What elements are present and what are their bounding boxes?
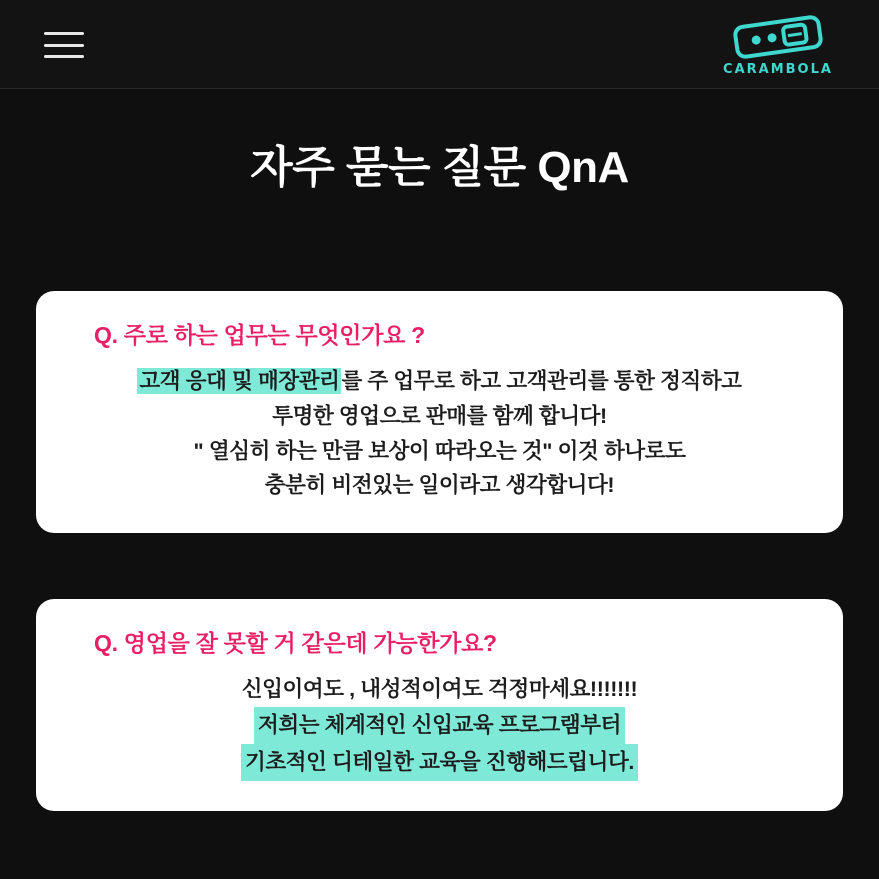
hamburger-bar — [44, 32, 84, 35]
faq-answer-line — [64, 672, 815, 707]
hamburger-bar — [44, 55, 84, 58]
faq-card[interactable] — [36, 291, 843, 533]
hamburger-bar — [44, 44, 84, 47]
highlighted-text: 저희는 체계적인 신입교육 프로그램부터 — [254, 707, 625, 744]
answer-text: 신입이여도 , 내성적이여도 걱정마세요!!!!!!! — [241, 677, 638, 702]
brand-logo[interactable] — [715, 14, 841, 84]
faq-card[interactable] — [36, 599, 843, 810]
page-title: 자주 묻는 질문 QnA — [250, 143, 629, 192]
answer-text: 를 주 업무로 하고 고객관리를 통한 정직하고 — [341, 369, 742, 393]
faq-answer-line — [64, 434, 815, 469]
page-header — [0, 0, 879, 89]
hamburger-menu-icon[interactable] — [44, 32, 84, 58]
brand-logo-icon — [722, 14, 834, 60]
answer-text: 충분히 비전있는 일이라고 생각합니다! — [264, 473, 615, 498]
faq-answer-line — [64, 744, 815, 781]
answer-text: 투명한 영업으로 판매를 함께 합니다! — [272, 403, 607, 428]
faq-list — [0, 291, 879, 811]
bottom-strip — [0, 853, 879, 879]
highlighted-text: 고객 응대 및 매장관리 — [139, 369, 340, 393]
faq-answer-line — [64, 399, 815, 434]
faq-question: Q. 주로 하는 업무는 무엇인가요 ? — [94, 322, 425, 348]
faq-answer-line — [64, 468, 815, 503]
answer-text: " 열심히 하는 만큼 보상이 따라오는 것" 이것 하나로도 — [193, 438, 686, 463]
brand-logo-text: CARAMBOLA — [723, 62, 833, 77]
faq-answer-line — [64, 364, 815, 399]
faq-answer-line — [64, 707, 815, 744]
highlighted-text: 기초적인 디테일한 교육을 진행해드립니다. — [241, 744, 638, 781]
faq-question: Q. 영업을 잘 못할 거 같은데 가능한가요? — [94, 630, 497, 657]
